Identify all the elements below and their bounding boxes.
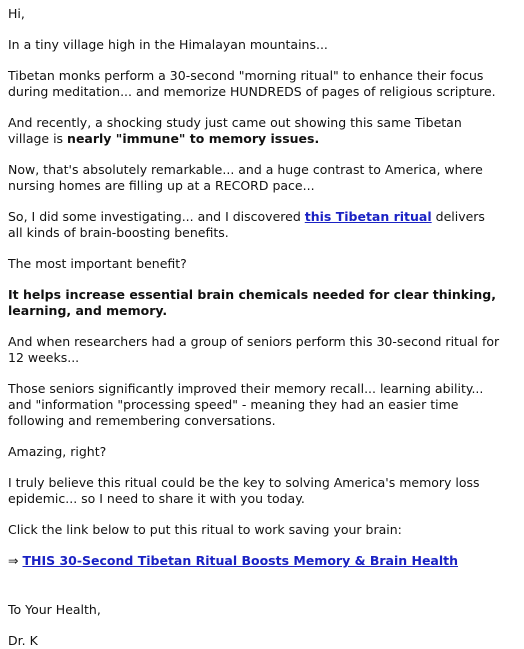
greeting: Hi, <box>8 6 25 21</box>
paragraph-researchers: And when researchers had a group of seniors perform this 30-second ritual for 12 weeks... <box>8 334 500 365</box>
paragraph-seniors: Those seniors significantly improved their memory recall... learning ability... and "information "processing speed" - meaning they had an easier time following and remembering conversations. <box>8 381 484 428</box>
investigating-text-end: delivers all kinds of brain-boosting benefits. <box>8 209 485 240</box>
study-text: And recently, a shocking study just came out showing this same Tibetan village is <box>8 115 462 146</box>
paragraph-monks: Tibetan monks perform a 30-second "morning ritual" to enhance their focus during meditation... and memorize HUNDREDS of pages of religious scripture. <box>8 68 496 99</box>
paragraph-benefit: It helps increase essential brain chemicals needed for clear thinking, learning, and memory. <box>8 287 496 318</box>
paragraph-question: The most important benefit? <box>8 256 187 271</box>
paragraph-investigating <box>8 209 500 241</box>
tibetan-ritual-link[interactable]: this Tibetan ritual <box>304 209 432 224</box>
spacer <box>8 584 500 602</box>
signature: Dr. K <box>8 633 38 648</box>
closing: To Your Health, <box>8 602 101 617</box>
arrow-icon: ⇒ <box>8 553 19 568</box>
cta-line <box>8 553 500 569</box>
investigating-text: So, I did some investigating... and I discovered <box>8 209 305 224</box>
cta-link[interactable]: THIS 30-Second Tibetan Ritual Boosts Memory & Brain Health <box>22 553 459 568</box>
study-bold-text: nearly "immune" to memory issues. <box>67 131 320 146</box>
paragraph-click: Click the link below to put this ritual to work saving your brain: <box>8 522 402 537</box>
paragraph-amazing: Amazing, right? <box>8 444 107 459</box>
paragraph-contrast: Now, that's absolutely remarkable... and a huge contrast to America, where nursing homes are filling up at a RECORD pace... <box>8 162 483 193</box>
paragraph-study <box>8 115 500 147</box>
paragraph-intro: In a tiny village high in the Himalayan mountains... <box>8 37 328 52</box>
paragraph-belief: I truly believe this ritual could be the key to solving America's memory loss epidemic... so I need to share it with you today. <box>8 475 480 506</box>
